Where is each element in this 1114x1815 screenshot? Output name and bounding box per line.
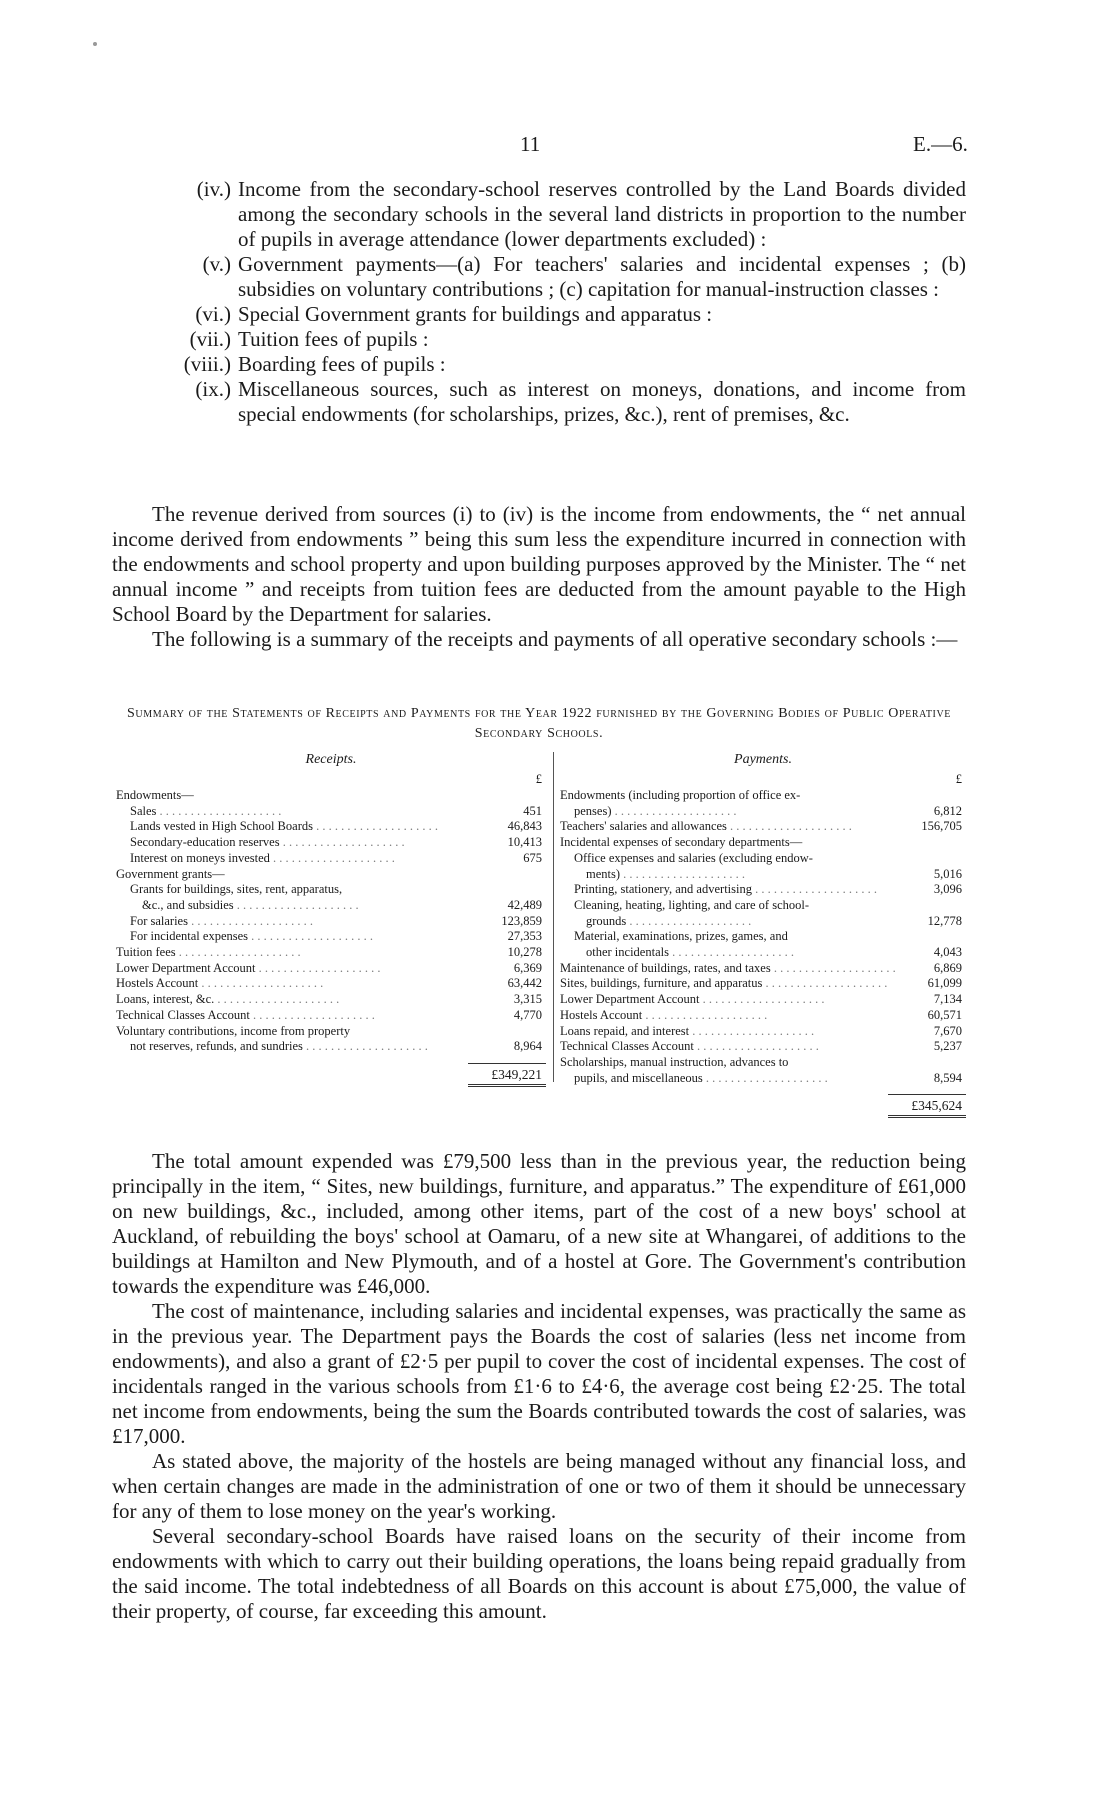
- receipts-item-label: Lower Department Account: [116, 960, 256, 975]
- receipts-item-label: Endowments—: [116, 788, 194, 802]
- leader-dots: . . . . . . . . . . . . . . . . . . . .: [611, 803, 737, 818]
- table-caption: Summary of the Statements of Receipts and Payments for the Year 1922 furnished by the Governing Bodies of Public Operative Secondary Schools.: [127, 706, 951, 741]
- receipts-row: [116, 1008, 546, 1024]
- leader-dots: . . . . . . . . . . . . . . . . . . . .: [214, 992, 340, 1007]
- source-item-text: Government payments—(a) For teachers' salaries and incidental expenses ; (b) subsidies on voluntary contributions ; (c) capitation for manual-instruction classes :: [238, 252, 966, 301]
- receipts-item-label: not reserves, refunds, and sundries: [130, 1039, 303, 1054]
- source-item-text: Tuition fees of pupils :: [238, 327, 429, 351]
- body-paragraph: The total amount expended was £79,500 less than in the previous year, the reduction being principally in the item, “ Sites, new buildings, furniture, and apparatus.” The expenditure of £61,000 on new buildings, &c., included, among other items, part of the cost of a new boys' school at Auckland, of rebuilding the boys' school at Oamaru, of a new site at Whangarei, of additions to the buildings at Hamilton and New Plymouth, and of a hostel at Gore. The Government's contribution towards the expenditure was £46,000.: [112, 1149, 966, 1298]
- payments-row: [560, 851, 966, 867]
- payments-item-label: Cleaning, heating, lighting, and care of school-: [574, 897, 810, 912]
- receipts-item-amount: 27,353: [507, 929, 542, 944]
- payments-row: [560, 835, 966, 851]
- payments-item-label: Sites, buildings, furniture, and apparatus: [560, 976, 763, 991]
- payments-row: [560, 961, 966, 977]
- payments-row: [560, 1071, 966, 1087]
- source-item-number: (viii.): [183, 352, 231, 376]
- receipts-item-amount: 4,770: [513, 1007, 542, 1022]
- receipts-item-amount: 63,442: [507, 976, 542, 991]
- receipts-item-amount: [484, 882, 546, 898]
- receipts-row: [116, 835, 546, 851]
- leader-dots: . . . . . . . . . . . . . . . . . . . .: [770, 960, 896, 975]
- payments-item-label: penses): [574, 803, 612, 818]
- payments-item-label: Printing, stationery, and advertising: [574, 882, 752, 897]
- source-item-text: Special Government grants for buildings and apparatus :: [238, 302, 713, 326]
- receipts-item-label: Voluntary contributions, income from property: [116, 1023, 351, 1038]
- source-item-number: (vii.): [189, 327, 231, 351]
- payments-item-amount: 7,670: [933, 1023, 962, 1038]
- payments-row: [560, 914, 966, 930]
- receipts-item-amount: [484, 788, 546, 804]
- receipts-row: [116, 851, 546, 867]
- leader-dots: . . . . . . . . . . . . . . . . . . . .: [693, 1039, 819, 1054]
- body-paragraph: The cost of maintenance, including salaries and incidental expenses, was practically the same as in the previous year. The Department pays the Boards the cost of salaries (less net income from endowments), and also a grant of £2·5 per pupil to cover the cost of incidental expenses. The cost of incidentals ranged in the various schools from £1·6 to £4·6, the average cost being £2·25. The total net income from endowments, being the sum the Boards contributed towards the cost of salaries, was £17,000.: [112, 1299, 966, 1448]
- source-item-number: (v.): [202, 252, 231, 276]
- table-divider: [553, 752, 554, 1082]
- payments-item-label: Office expenses and salaries (excluding endow-: [574, 850, 813, 865]
- payments-row: [560, 788, 966, 804]
- leader-dots: . . . . . . . . . . . . . . . . . . . .: [642, 1007, 768, 1022]
- receipts-row: [116, 945, 546, 961]
- leader-dots: . . . . . . . . . . . . . . . . . . . .: [269, 850, 395, 865]
- leader-dots: . . . . . . . . . . . . . . . . . . . .: [156, 803, 282, 818]
- receipts-unit: £: [535, 772, 542, 786]
- payments-item-label: Teachers' salaries and allowances: [560, 819, 727, 834]
- receipts-item-amount: [484, 1024, 546, 1040]
- receipts-item-amount: 10,278: [507, 945, 542, 960]
- leader-dots: . . . . . . . . . . . . . . . . . . . .: [726, 819, 852, 834]
- receipts-item-label: Sales: [130, 803, 157, 818]
- source-item-text: Income from the secondary-school reserves controlled by the Land Boards divided among the secondary schools in the several land districts in proportion to the number of pupils in average attendance (lower departments excluded) :: [238, 177, 966, 251]
- payments-row: [560, 1024, 966, 1040]
- leader-dots: . . . . . . . . . . . . . . . . . . . .: [668, 945, 794, 960]
- body-text: [112, 1149, 966, 1624]
- payments-row: [560, 1055, 966, 1071]
- leader-dots: . . . . . . . . . . . . . . . . . . . .: [689, 1023, 815, 1038]
- receipts-item-amount: 6,369: [513, 960, 542, 975]
- payments-table: [560, 752, 966, 1118]
- payments-total: £345,624: [888, 1094, 966, 1118]
- source-item-text: Miscellaneous sources, such as interest on moneys, donations, and income from special endowments (for scholarships, prizes, &c.), rent of premises, &c.: [238, 377, 966, 426]
- receipts-item-amount: 451: [523, 803, 542, 818]
- source-item: [112, 352, 966, 377]
- payments-row: [560, 1008, 966, 1024]
- leader-dots: . . . . . . . . . . . . . . . . . . . .: [255, 960, 381, 975]
- receipts-row: [116, 1039, 546, 1055]
- receipts-item-label: For incidental expenses: [130, 929, 249, 944]
- payments-row: [560, 867, 966, 883]
- receipts-row: [116, 898, 546, 914]
- receipts-item-label: Lands vested in High School Boards: [130, 819, 313, 834]
- payments-row: [560, 804, 966, 820]
- leader-dots: . . . . . . . . . . . . . . . . . . . .: [702, 1070, 828, 1085]
- payments-row: [560, 1039, 966, 1055]
- receipts-item-label: Technical Classes Account: [116, 1007, 250, 1022]
- payments-row: [560, 882, 966, 898]
- receipts-item-amount: 8,964: [513, 1039, 542, 1054]
- source-item-number: (ix.): [195, 377, 231, 401]
- payments-item-label: other incidentals: [586, 945, 669, 960]
- payments-item-label: Loans repaid, and interest: [560, 1023, 690, 1038]
- page-number: 11: [520, 132, 541, 156]
- payments-item-amount: 5,237: [933, 1039, 962, 1054]
- revenue-sources-list: [112, 177, 966, 427]
- payments-row: [560, 929, 966, 945]
- payments-item-amount: [904, 851, 966, 867]
- leader-dots: . . . . . . . . . . . . . . . . . . . .: [233, 897, 359, 912]
- payments-item-amount: 7,134: [933, 992, 962, 1007]
- receipts-item-label: Tuition fees: [116, 945, 176, 960]
- receipts-item-amount: [484, 867, 546, 883]
- receipts-row: [116, 1024, 546, 1040]
- payments-item-amount: 156,705: [921, 819, 962, 834]
- receipts-item-amount: 46,843: [507, 819, 542, 834]
- source-item-number: (iv.): [196, 177, 231, 201]
- receipts-item-label: Secondary-education reserves: [130, 835, 280, 850]
- leader-dots: . . . . . . . . . . . . . . . . . . . .: [187, 913, 313, 928]
- document-reference: E.—6.: [913, 132, 968, 156]
- payments-heading: Payments.: [734, 752, 792, 767]
- payments-item-label: Scholarships, manual instruction, advances to: [560, 1054, 789, 1069]
- source-item-text: Boarding fees of pupils :: [238, 352, 446, 376]
- leader-dots: . . . . . . . . . . . . . . . . . . . .: [302, 1039, 428, 1054]
- payments-item-label: ments): [586, 866, 621, 881]
- receipts-item-label: Hostels Account: [116, 976, 199, 991]
- receipts-row: [116, 804, 546, 820]
- receipts-heading: Receipts.: [305, 752, 357, 767]
- source-item: [112, 177, 966, 252]
- source-item: [112, 302, 966, 327]
- payments-item-amount: 3,096: [933, 882, 962, 897]
- payments-item-amount: [904, 898, 966, 914]
- body-paragraph: Several secondary-school Boards have raised loans on the security of their income from endowments with which to carry out their building operations, the loans being repaid gradually from the said income. The total indebtedness of all Boards on this account is about £75,000, the value of their property, of course, far exceeding this amount.: [112, 1524, 966, 1623]
- leader-dots: . . . . . . . . . . . . . . . . . . . .: [762, 976, 888, 991]
- intro-text: [112, 502, 966, 652]
- receipts-row: [116, 819, 546, 835]
- source-item: [112, 377, 966, 427]
- receipts-item-label: Government grants—: [116, 866, 225, 881]
- payments-item-label: Hostels Account: [560, 1007, 643, 1022]
- payments-row: [560, 992, 966, 1008]
- payments-item-amount: 5,016: [933, 866, 962, 881]
- receipts-row: [116, 929, 546, 945]
- receipts-row: [116, 882, 546, 898]
- payments-item-amount: 12,778: [927, 913, 962, 928]
- leader-dots: . . . . . . . . . . . . . . . . . . . .: [626, 913, 752, 928]
- payments-item-label: Lower Department Account: [560, 992, 700, 1007]
- receipts-item-amount: 675: [523, 850, 542, 865]
- source-item: [112, 252, 966, 302]
- payments-item-label: grounds: [586, 913, 627, 928]
- leader-dots: . . . . . . . . . . . . . . . . . . . .: [751, 882, 877, 897]
- payments-item-amount: [904, 929, 966, 945]
- payments-item-label: Endowments (including proportion of office ex-: [560, 788, 801, 802]
- receipts-row: [116, 788, 546, 804]
- payments-item-amount: 4,043: [933, 945, 962, 960]
- leader-dots: . . . . . . . . . . . . . . . . . . . .: [279, 835, 405, 850]
- payments-item-label: pupils, and miscellaneous: [574, 1070, 703, 1085]
- payments-item-amount: 60,571: [927, 1007, 962, 1022]
- payments-item-amount: 61,099: [927, 976, 962, 991]
- leader-dots: . . . . . . . . . . . . . . . . . . . .: [699, 992, 825, 1007]
- leader-dots: . . . . . . . . . . . . . . . . . . . .: [312, 819, 438, 834]
- payments-item-amount: [904, 1055, 966, 1071]
- payments-item-amount: [904, 788, 966, 804]
- source-item-number: (vi.): [195, 302, 231, 326]
- receipts-row: [116, 992, 546, 1008]
- intro-paragraph: The following is a summary of the receipts and payments of all operative secondary schools :—: [152, 627, 958, 651]
- receipts-row: [116, 961, 546, 977]
- payments-item-amount: 8,594: [933, 1070, 962, 1085]
- payments-item-amount: 6,812: [933, 803, 962, 818]
- payments-item-amount: 6,869: [933, 960, 962, 975]
- leader-dots: . . . . . . . . . . . . . . . . . . . .: [620, 866, 746, 881]
- payments-row: [560, 945, 966, 961]
- receipts-item-amount: 10,413: [507, 835, 542, 850]
- receipts-item-label: Grants for buildings, sites, rent, apparatus,: [130, 882, 343, 897]
- receipts-item-label: Interest on moneys invested: [130, 850, 270, 865]
- payments-item-label: Maintenance of buildings, rates, and taxes: [560, 960, 771, 975]
- receipts-item-amount: 3,315: [513, 992, 542, 1007]
- leader-dots: . . . . . . . . . . . . . . . . . . . .: [248, 929, 374, 944]
- payments-item-amount: [904, 835, 966, 851]
- payments-row: [560, 976, 966, 992]
- leader-dots: . . . . . . . . . . . . . . . . . . . .: [249, 1007, 375, 1022]
- receipts-item-label: Loans, interest, &c.: [116, 992, 215, 1007]
- page-speck: [93, 42, 97, 46]
- receipts-row: [116, 976, 546, 992]
- source-item: [112, 327, 966, 352]
- payments-unit: £: [955, 772, 962, 786]
- payments-item-label: Technical Classes Account: [560, 1039, 694, 1054]
- payments-row: [560, 819, 966, 835]
- receipts-row: [116, 914, 546, 930]
- intro-paragraph: The revenue derived from sources (i) to (iv) is the income from endowments, the “ net annual income derived from endowments ” being this sum less the expenditure incurred in connection with the endowments and school property and upon building purposes approved by the Minister. The “ net annual income ” and receipts from tuition fees are deducted from the amount payable to the High School Board by the Department for salaries.: [112, 502, 966, 626]
- leader-dots: . . . . . . . . . . . . . . . . . . . .: [198, 976, 324, 991]
- payments-item-label: Material, examinations, prizes, games, and: [574, 929, 788, 944]
- receipts-item-amount: 123,859: [501, 913, 542, 928]
- receipts-item-label: For salaries: [130, 913, 188, 928]
- payments-row: [560, 898, 966, 914]
- leader-dots: . . . . . . . . . . . . . . . . . . . .: [175, 945, 301, 960]
- receipts-item-label: &c., and subsidies: [142, 897, 234, 912]
- receipts-item-amount: 42,489: [507, 897, 542, 912]
- receipts-total: £349,221: [468, 1063, 546, 1087]
- receipts-table: [116, 752, 546, 1087]
- body-paragraph: As stated above, the majority of the hostels are being managed without any financial loss, and when certain changes are made in the administration of one or two of them it should be unnecessary for any of them to lose money on the year's working.: [112, 1449, 966, 1523]
- payments-item-label: Incidental expenses of secondary departments—: [560, 835, 803, 850]
- receipts-row: [116, 867, 546, 883]
